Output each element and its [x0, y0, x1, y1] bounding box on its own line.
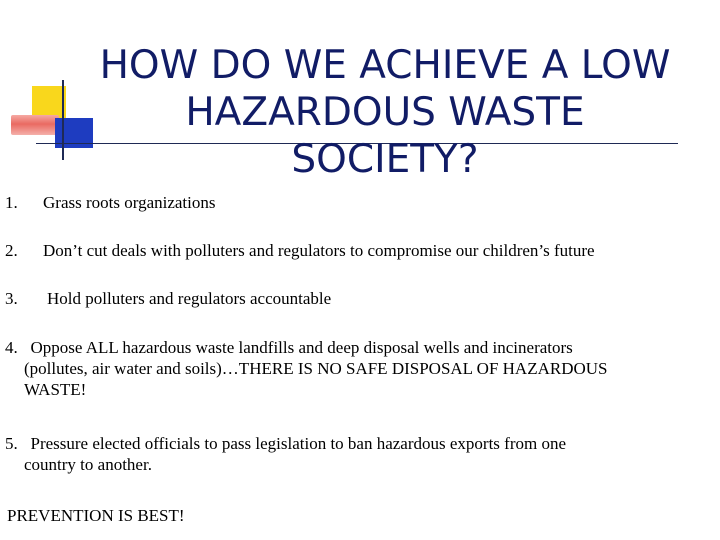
list-item-number: 1.: [5, 193, 18, 212]
red-bar-decoration: [11, 115, 59, 135]
list-item-text-line-2: country to another.: [24, 455, 152, 474]
closing-statement: PREVENTION IS BEST!: [7, 506, 185, 525]
list-item-number: 5.: [5, 434, 18, 453]
list-item-5: [5, 433, 715, 475]
list-item-text: Don’t cut deals with polluters and regulators to compromise our children’s future: [43, 241, 595, 260]
list-item-4: [5, 337, 715, 400]
title-line-1: HOW DO WE ACHIEVE A LOW: [99, 43, 671, 88]
vertical-rule-decoration: [62, 80, 64, 160]
list-item-text-line-3: WASTE!: [24, 380, 87, 399]
list-item-text: Grass roots organizations: [43, 193, 216, 212]
list-item-text-line-1: Oppose ALL hazardous waste landfills and deep disposal wells and incinerators: [30, 338, 573, 357]
list-item-number: 3.: [5, 289, 18, 308]
list-item-first-line: [5, 337, 715, 358]
list-item-text-line-1: Pressure elected officials to pass legislation to ban hazardous exports from one: [30, 434, 567, 453]
list-item-number: 2.: [5, 241, 18, 260]
slide-title: [75, 42, 695, 183]
title-line-3: SOCIETY?: [291, 137, 479, 182]
list-item-text: Hold polluters and regulators accountable: [47, 289, 332, 308]
list-item-first-line: [5, 433, 715, 454]
list-item-number: 4.: [5, 338, 18, 357]
title-line-2: HAZARDOUS WASTE: [185, 90, 585, 135]
list-item-text-line-2: (pollutes, air water and soils)…THERE IS NO SAFE DISPOSAL OF HAZARDOUS: [24, 359, 608, 378]
